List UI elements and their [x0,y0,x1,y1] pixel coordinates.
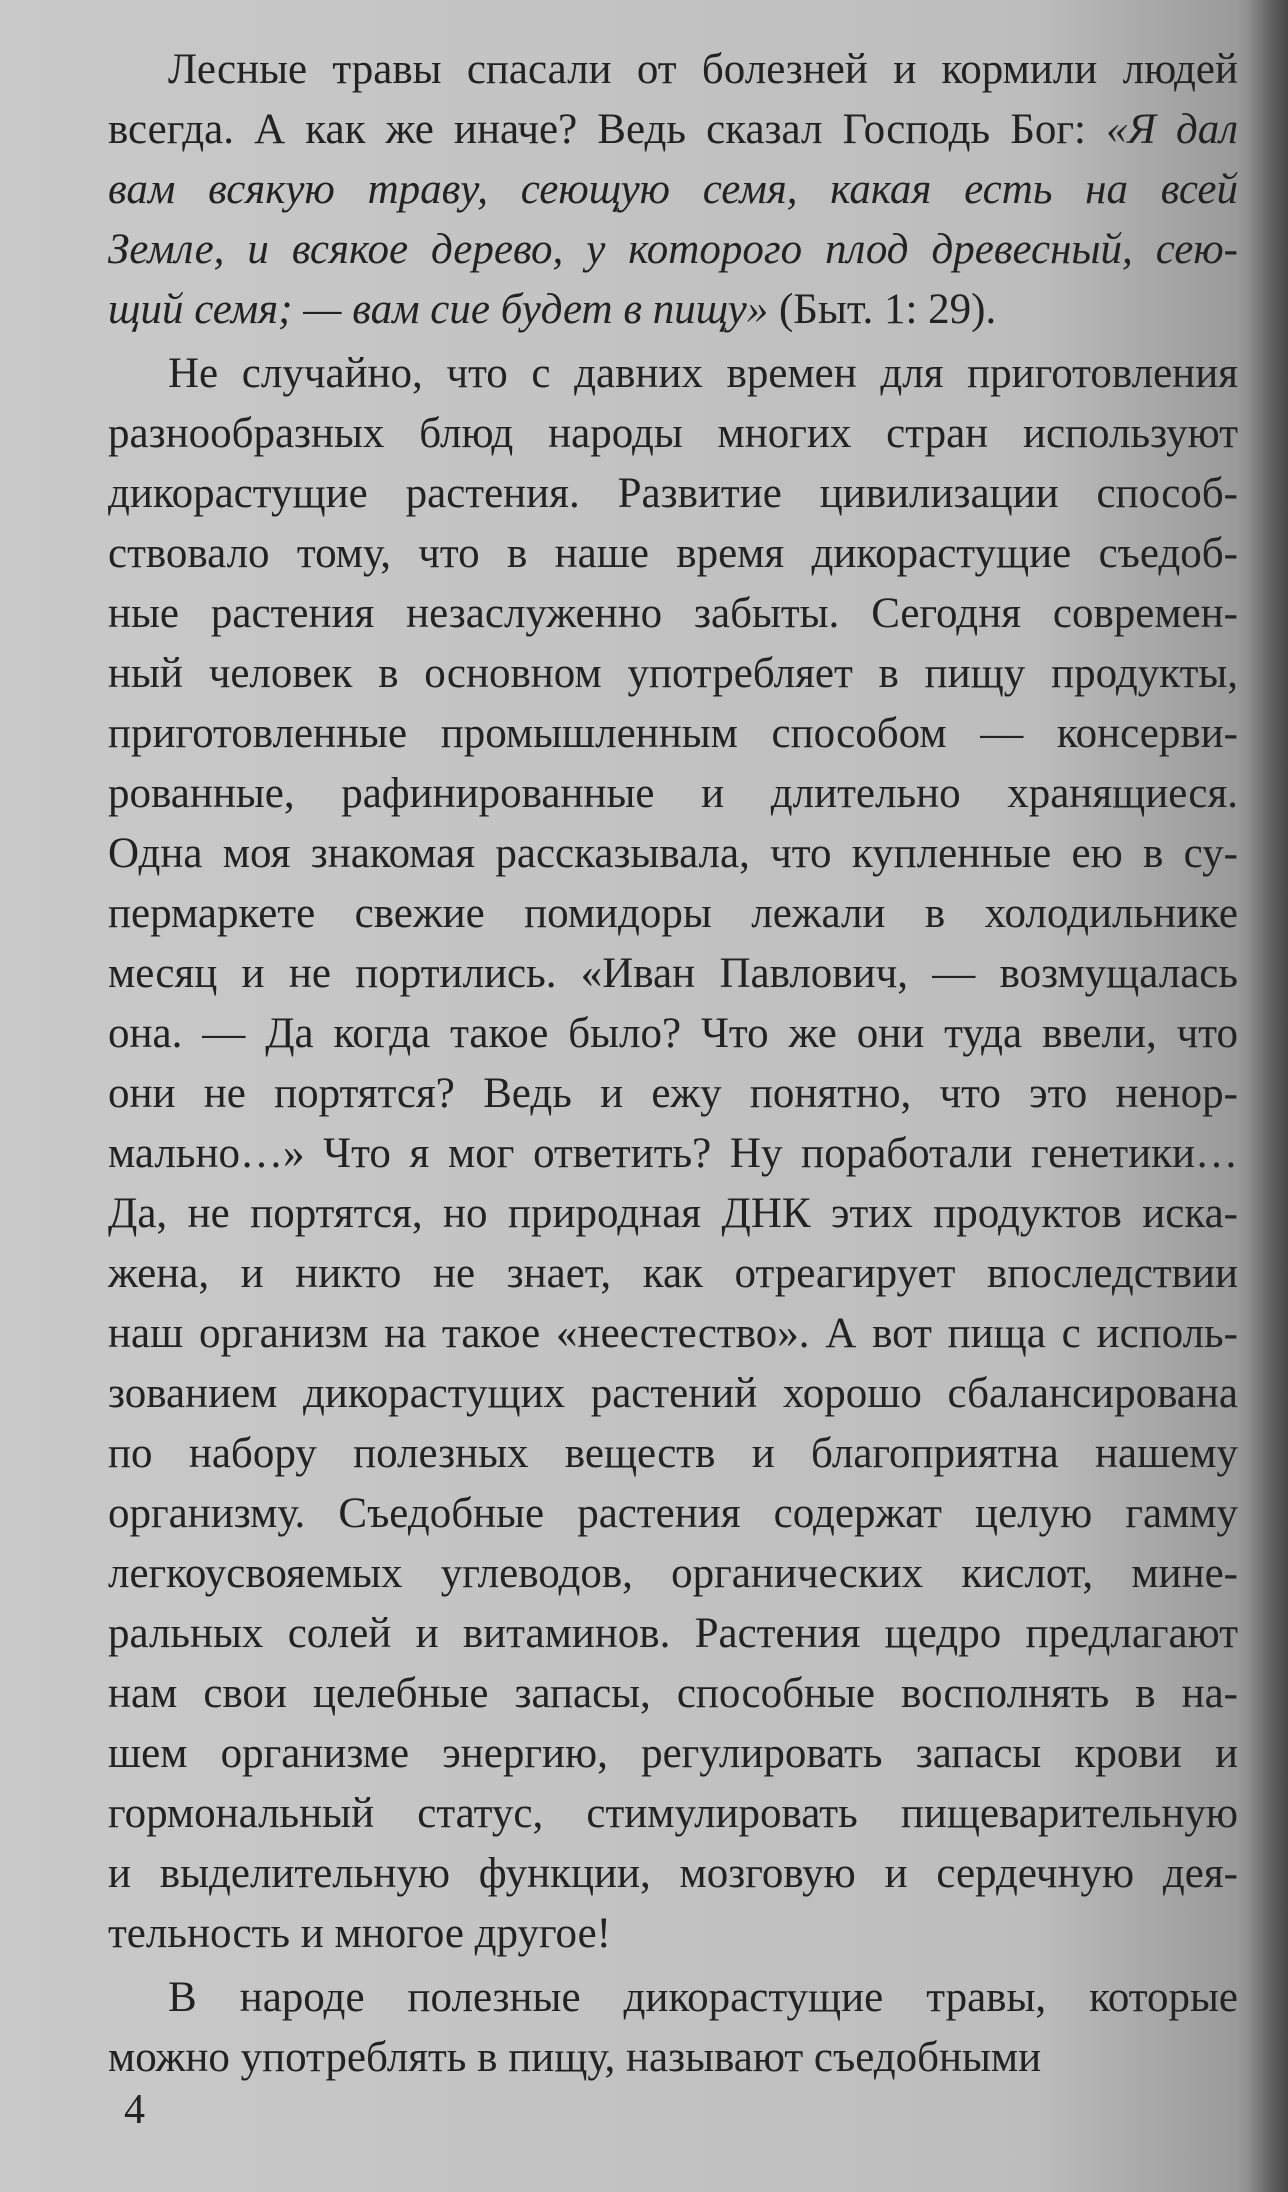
italic-quote-text: вам всякую траву, сеющую семя, какая есть на всей [108,166,1238,213]
text-line [108,1724,1238,1784]
text-segment: Да, не портятся, но природная ДНК этих продуктов иска- [108,1190,1238,1237]
text-line [108,1004,1238,1064]
text-line [108,464,1238,524]
text-segment: они не портятся? Ведь и ежу понятно, что это ненор- [108,1070,1238,1117]
body-text [108,40,1238,2088]
text-segment: ствовало тому, что в наше время дикорастущие съедоб- [108,530,1238,577]
text-line [108,824,1238,884]
text-segment: нам свои целебные запасы, способные восполнять в на- [108,1670,1238,1717]
text-line [108,1484,1238,1544]
text-line [108,1244,1238,1304]
text-line [108,1664,1238,1724]
text-segment: можно употреблять в пищу, называют съедобными [108,2034,1042,2081]
text-line [108,1544,1238,1604]
paragraph-2 [108,344,1238,1964]
text-segment: легкоусвояемых углеводов, органических кислот, мине- [108,1550,1238,1597]
text-line [108,1304,1238,1364]
text-segment: она. — Да когда такое было? Что же они туда ввели, что [108,1010,1238,1057]
text-segment: Лесные травы спасали от болезней и кормили людей [168,46,1238,93]
text-line [108,1064,1238,1124]
text-segment: по набору полезных веществ и благоприятна нашему [108,1430,1238,1477]
text-line [108,1968,1238,2028]
text-line [108,1604,1238,1664]
text-line [108,884,1238,944]
text-line [108,1124,1238,1184]
paragraph-3 [108,1968,1238,2088]
italic-quote-text: щий семя; — вам сие будет в пищу» [108,286,769,333]
paragraph-1 [108,40,1238,340]
page-number: 4 [124,2087,145,2133]
text-line [108,1184,1238,1244]
italic-quote-text: «Я дал [1106,106,1239,153]
text-segment: зованием дикорастущих растений хорошо сбалансирована [108,1370,1238,1417]
text-segment: ные растения незаслуженно забыты. Сегодня современ- [108,590,1238,637]
text-line [108,344,1238,404]
text-line [108,584,1238,644]
text-segment: Не случайно, что с давних времен для приготовления [168,350,1238,397]
text-line [108,220,1238,280]
text-segment: В народе полезные дикорастущие травы, которые [168,1974,1238,2021]
text-segment: пермаркете свежие помидоры лежали в холодильнике [108,890,1238,937]
text-segment: ральных солей и витаминов. Растения щедро предлагают [108,1610,1238,1657]
text-segment: всегда. А как же иначе? Ведь сказал Господь Бог: [108,106,1107,153]
text-line [108,1844,1238,1904]
text-line [108,1364,1238,1424]
text-line [108,704,1238,764]
italic-quote-text: Земле, и всякое дерево, у которого плод древесный, сею- [108,226,1238,273]
text-segment: рованные, рафинированные и длительно хранящиеся. [108,770,1238,817]
text-line [108,644,1238,704]
text-line [108,764,1238,824]
text-line [108,160,1238,220]
text-segment: (Быт. 1: 29). [768,286,997,333]
text-line [108,100,1238,160]
text-line [108,280,1238,340]
text-segment: шем организме энергию, регулировать запасы крови и [108,1730,1238,1777]
page-gutter-shadow [1248,0,1288,2192]
text-segment: разнообразных блюд народы многих стран используют [108,410,1238,457]
text-line [108,524,1238,584]
text-line [108,1424,1238,1484]
text-segment: дикорастущие растения. Развитие цивилизации способ- [108,470,1238,517]
text-line [108,40,1238,100]
text-line [108,944,1238,1004]
text-segment: мально…» Что я мог ответить? Ну поработали генетики… [108,1130,1238,1177]
text-segment: и выделительную функции, мозговую и сердечную дея- [108,1850,1238,1897]
text-segment: наш организм на такое «неестество». А вот пища с исполь- [108,1310,1238,1357]
text-segment: месяц и не портились. «Иван Павлович, — возмущалась [108,950,1238,997]
text-segment: жена, и никто не знает, как отреагирует впоследствии [108,1250,1238,1297]
text-segment: организму. Съедобные растения содержат целую гамму [108,1490,1238,1537]
text-line [108,1784,1238,1844]
text-line [108,2028,1238,2088]
text-segment: гормональный статус, стимулировать пищеварительную [108,1790,1238,1837]
text-segment: ный человек в основном употребляет в пищу продукты, [108,650,1238,697]
text-segment: тельность и многое другое! [108,1910,611,1957]
text-line [108,1904,1238,1964]
text-line [108,404,1238,464]
text-segment: Одна моя знакомая рассказывала, что купленные ею в су- [108,830,1238,877]
text-segment: приготовленные промышленным способом — консерви- [108,710,1238,757]
